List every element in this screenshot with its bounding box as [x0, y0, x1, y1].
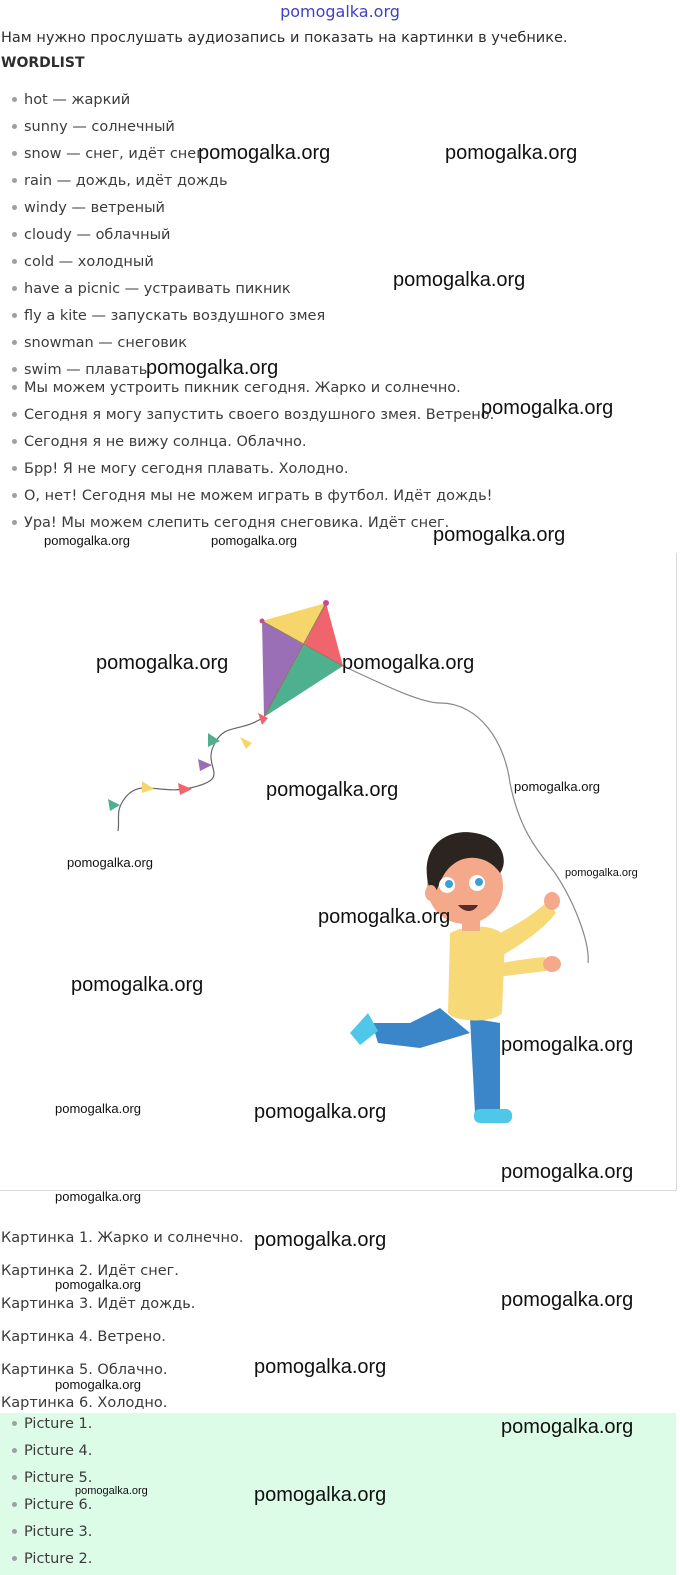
watermark: pomogalka.org	[342, 652, 475, 674]
wordlist-item: cloudy — облачный	[12, 227, 170, 243]
site-logo[interactable]: pomogalka.org	[280, 2, 400, 21]
sentence-item: Сегодня я не вижу солнца. Облачно.	[12, 434, 307, 450]
watermark: pomogalka.org	[146, 357, 279, 379]
intro-text: Нам нужно прослушать аудиозапись и показать на картинки в учебнике.	[1, 30, 568, 46]
wordlist-item: cold — холодный	[12, 254, 154, 270]
answer-line: Картинка 5. Облачно.	[1, 1362, 168, 1378]
sentence-item: Ура! Мы можем слепить сегодня снеговика. Идёт снег.	[12, 515, 449, 531]
watermark: pomogalka.org	[393, 269, 526, 291]
watermark: pomogalka.org	[254, 1101, 387, 1123]
wordlist-item: swim — плавать	[12, 362, 147, 378]
wordlist-item: sunny — солнечный	[12, 119, 175, 135]
picture-item: Picture 3.	[12, 1524, 92, 1540]
watermark: pomogalka.org	[266, 779, 399, 801]
watermark: pomogalka.org	[501, 1289, 634, 1311]
watermark: pomogalka.org	[433, 524, 566, 546]
picture-item: Picture 6.	[12, 1497, 92, 1513]
wordlist-item: fly a kite — запускать воздушного змея	[12, 308, 325, 324]
watermark: pomogalka.org	[55, 1277, 141, 1292]
sentence-item: О, нет! Сегодня мы не можем играть в футбол. Идёт дождь!	[12, 488, 492, 504]
wordlist-item: have a picnic — устраивать пикник	[12, 281, 291, 297]
watermark: pomogalka.org	[318, 906, 451, 928]
answer-line: Картинка 2. Идёт снег.	[1, 1263, 179, 1279]
wordlist-item: snow — снег, идёт снег	[12, 146, 204, 162]
watermark: pomogalka.org	[565, 867, 638, 879]
sentence-item: Брр! Я не могу сегодня плавать. Холодно.	[12, 461, 349, 477]
wordlist-item: rain — дождь, идёт дождь	[12, 173, 228, 189]
watermark: pomogalka.org	[55, 1189, 141, 1204]
watermark: pomogalka.org	[254, 1356, 387, 1378]
answer-line: Картинка 4. Ветрено.	[1, 1329, 166, 1345]
sentence-item: Сегодня я могу запустить своего воздушного змея. Ветрено.	[12, 407, 494, 423]
watermark: pomogalka.org	[254, 1229, 387, 1251]
picture-item: Picture 4.	[12, 1443, 92, 1459]
picture-item: Picture 5.	[12, 1470, 92, 1486]
watermark: pomogalka.org	[501, 1416, 634, 1438]
wordlist-item: windy — ветреный	[12, 200, 165, 216]
answer-line: Картинка 6. Холодно.	[1, 1395, 168, 1411]
watermark: pomogalka.org	[55, 1101, 141, 1116]
wordlist-item: hot — жаркий	[12, 92, 130, 108]
watermark: pomogalka.org	[75, 1485, 148, 1497]
answer-line: Картинка 1. Жарко и солнечно.	[1, 1230, 244, 1246]
watermark: pomogalka.org	[501, 1034, 634, 1056]
watermark: pomogalka.org	[514, 779, 600, 794]
watermark: pomogalka.org	[55, 1377, 141, 1392]
boy-image	[350, 832, 561, 1123]
watermark: pomogalka.org	[211, 533, 297, 548]
watermark: pomogalka.org	[71, 974, 204, 996]
watermark: pomogalka.org	[198, 142, 331, 164]
watermark: pomogalka.org	[501, 1161, 634, 1183]
watermark: pomogalka.org	[445, 142, 578, 164]
watermark: pomogalka.org	[96, 652, 229, 674]
answer-line: Картинка 3. Идёт дождь.	[1, 1296, 196, 1312]
picture-item: Picture 2.	[12, 1551, 92, 1567]
watermark: pomogalka.org	[481, 397, 614, 419]
watermark: pomogalka.org	[254, 1484, 387, 1506]
wordlist-item: snowman — снеговик	[12, 335, 187, 351]
sentence-item: Мы можем устроить пикник сегодня. Жарко и солнечно.	[12, 380, 461, 396]
watermark: pomogalka.org	[44, 533, 130, 548]
picture-item: Picture 1.	[12, 1416, 92, 1432]
watermark: pomogalka.org	[67, 855, 153, 870]
wordlist-title: WORDLIST	[1, 55, 85, 71]
